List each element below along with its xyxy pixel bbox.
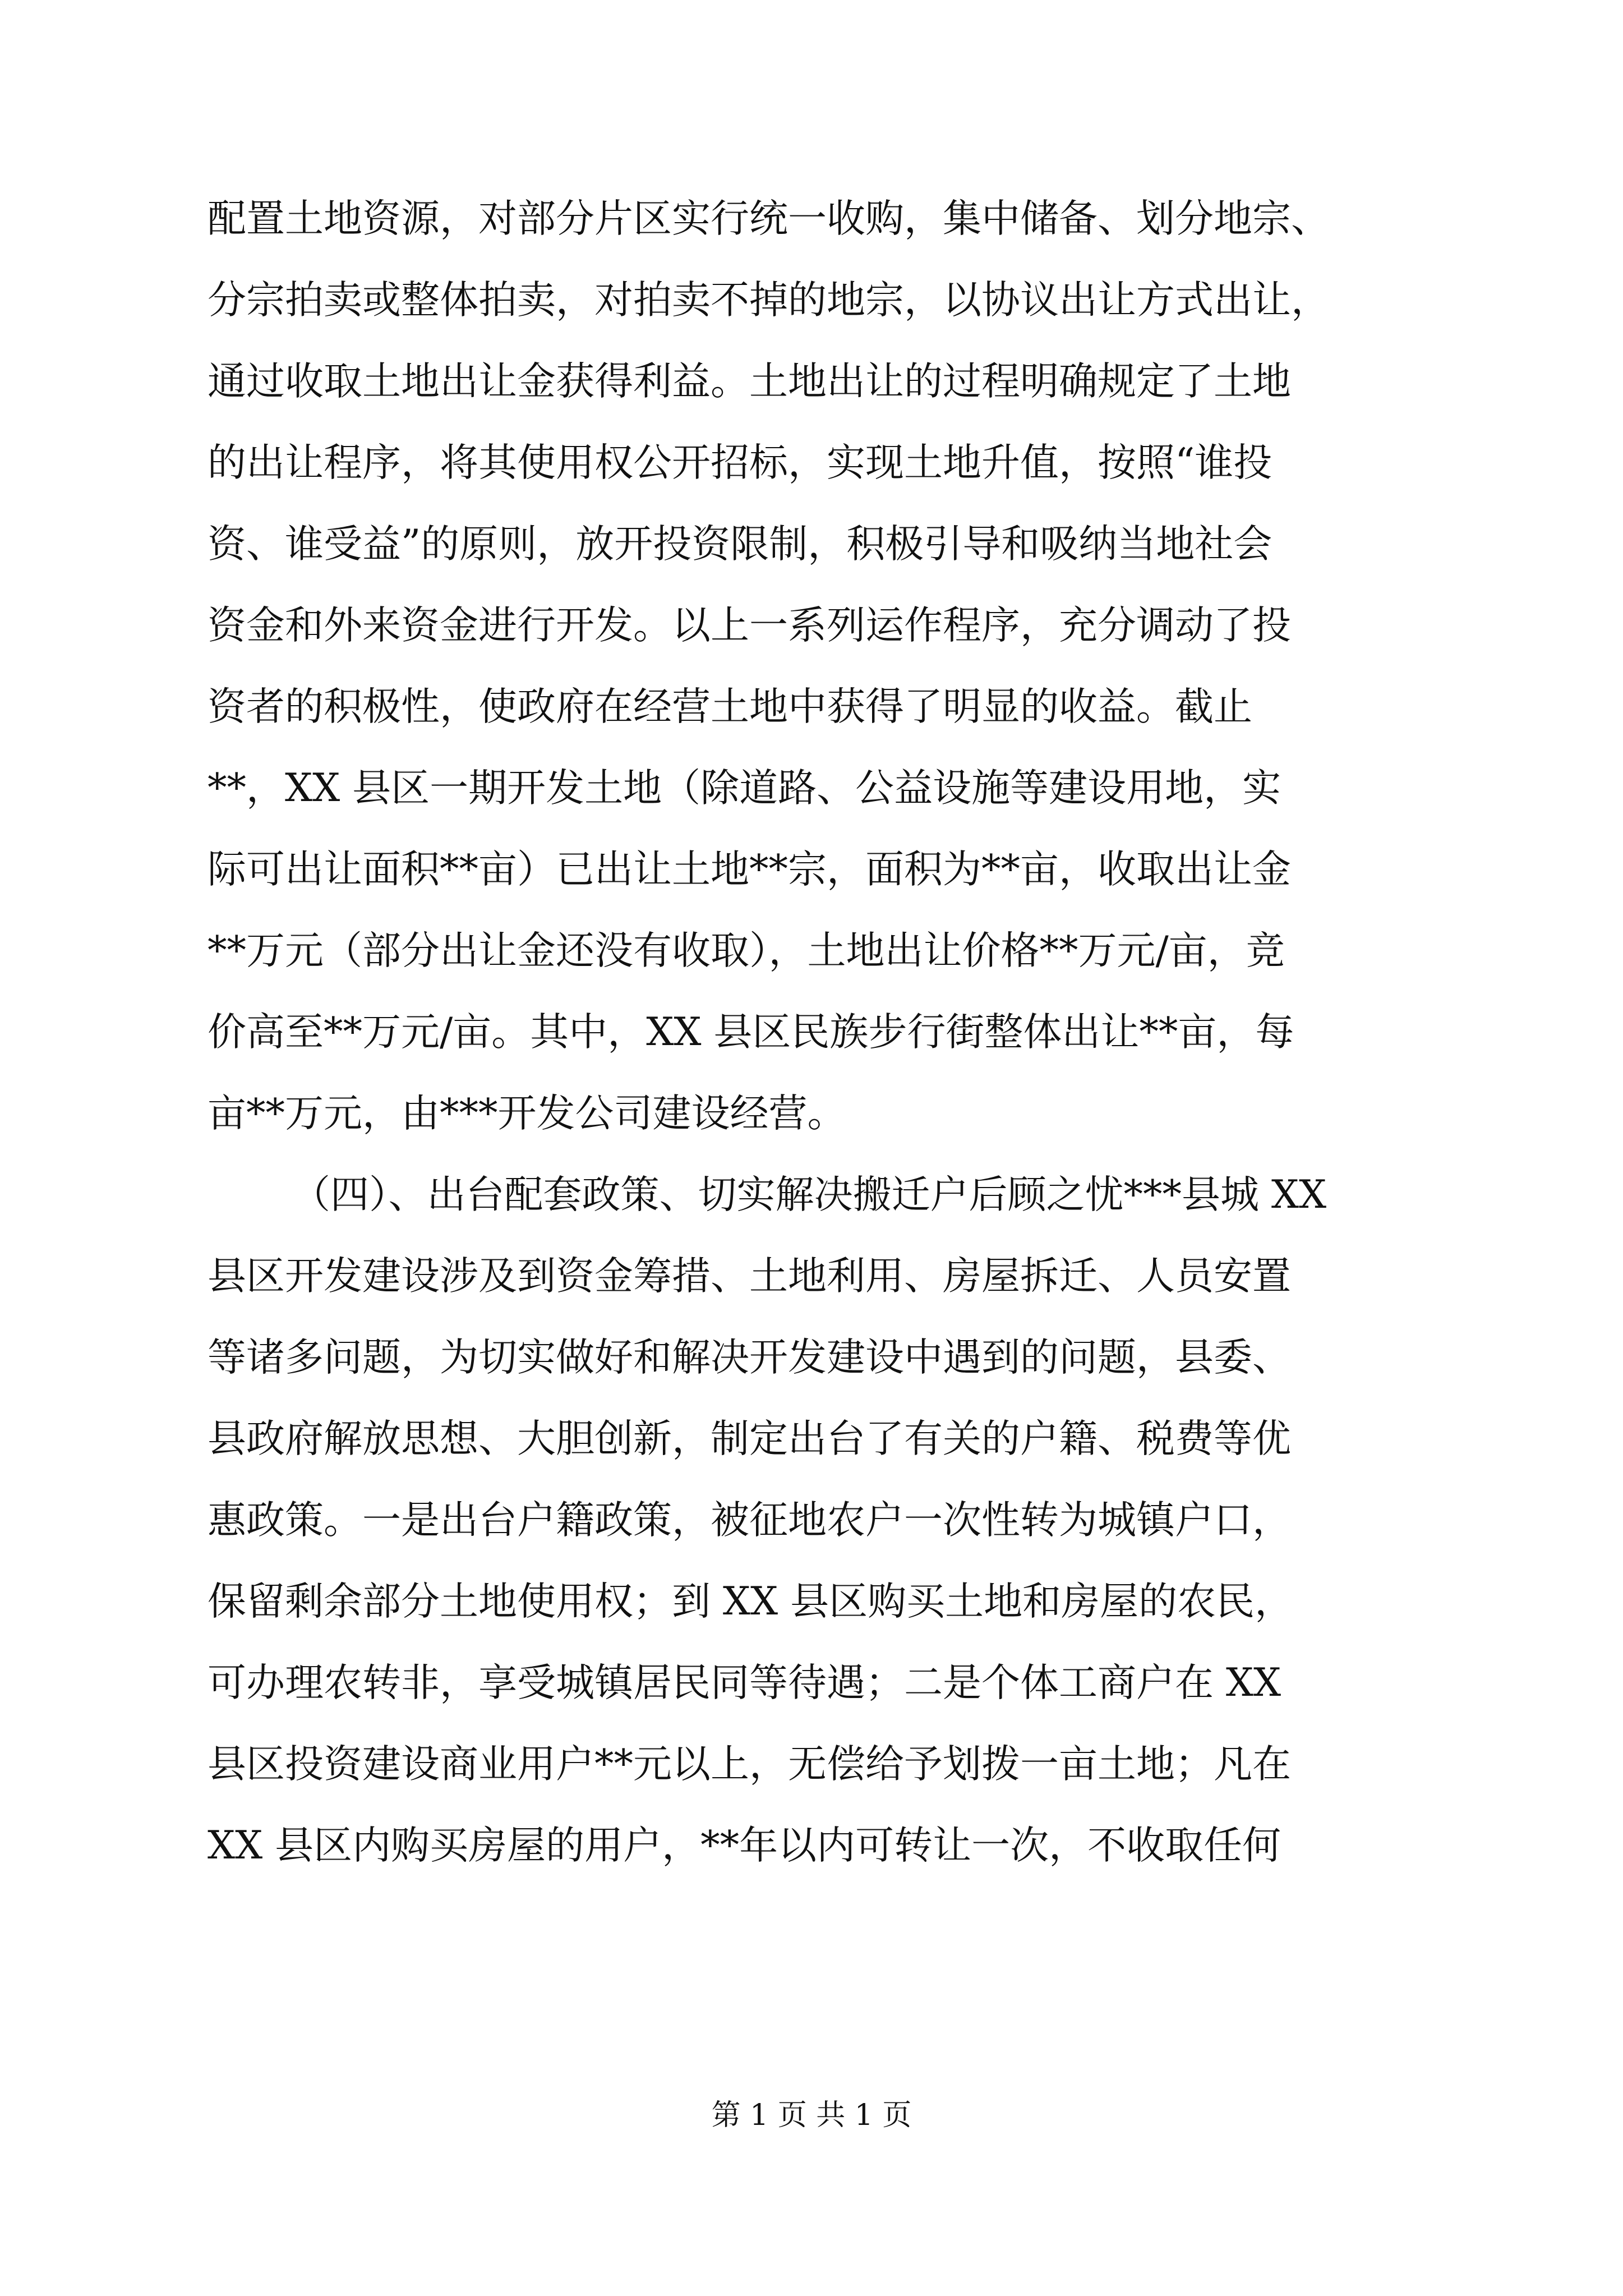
text-line: 保留剩余部分土地使用权；到 XX 县区购买土地和房屋的农民， [208,1579,1294,1624]
text-line: **，XX 县区一期开发土地（除道路、公益设施等建设用地，实 [208,766,1281,811]
text-line: 通过收取土地出让金获得利益。土地出让的过程明确规定了土地 [208,359,1291,404]
text-line: 可办理农转非，享受城镇居民同等待遇；二是个体工商户在 XX [208,1660,1281,1705]
text-line: 县区开发建设涉及到资金筹措、土地利用、房屋拆迁、人员安置 [208,1254,1291,1299]
text-line: 资者的积极性，使政府在经营土地中获得了明显的收益。截止 [208,684,1252,729]
text-line: **万元（部分出让金还没有收取），土地出让价格**万元/亩，竞 [208,928,1285,973]
text-line: 等诸多问题，为切实做好和解决开发建设中遇到的问题，县委、 [208,1335,1291,1380]
document-body [208,178,1419,1887]
text-line: 价高至**万元/亩。其中，XX 县区民族步行街整体出让**亩，每 [208,1010,1294,1055]
page-number-label: 第 1 页 共 1 页 [711,2099,912,2132]
text-line: （四）、出台配套政策、切实解决搬迁户后顾之忧***县城 XX [292,1172,1327,1217]
text-line: 资金和外来资金进行开发。以上一系列运作程序，充分调动了投 [208,603,1291,648]
page-footer [0,2096,1623,2135]
text-line: 际可出让面积**亩）已出让土地**宗，面积为**亩，收取出让金 [208,847,1291,892]
text-line: 县区投资建设商业用户**元以上，无偿给予划拨一亩土地；凡在 [208,1742,1291,1787]
paragraph [208,1154,1419,1887]
text-line: 资、谁受益”的原则，放开投资限制，积极引导和吸纳当地社会 [208,522,1272,567]
text-line: 县政府解放思想、大胆创新，制定出台了有关的户籍、税费等优 [208,1416,1291,1461]
text-line: XX 县区内购买房屋的用户，**年以内可转让一次，不收取任何 [208,1823,1281,1868]
text-line: 配置土地资源，对部分片区实行统一收购，集中储备、划分地宗、 [208,196,1330,241]
paragraph [208,178,1419,1154]
text-line: 惠政策。一是出台户籍政策，被征地农户一次性转为城镇户口， [208,1498,1291,1543]
text-line: 亩**万元，由***开发公司建设经营。 [208,1091,846,1136]
text-line: 的出让程序，将其使用权公开招标，实现土地升值，按照“谁投 [208,440,1272,485]
text-line: 分宗拍卖或整体拍卖，对拍卖不掉的地宗，以协议出让方式出让， [208,278,1330,323]
